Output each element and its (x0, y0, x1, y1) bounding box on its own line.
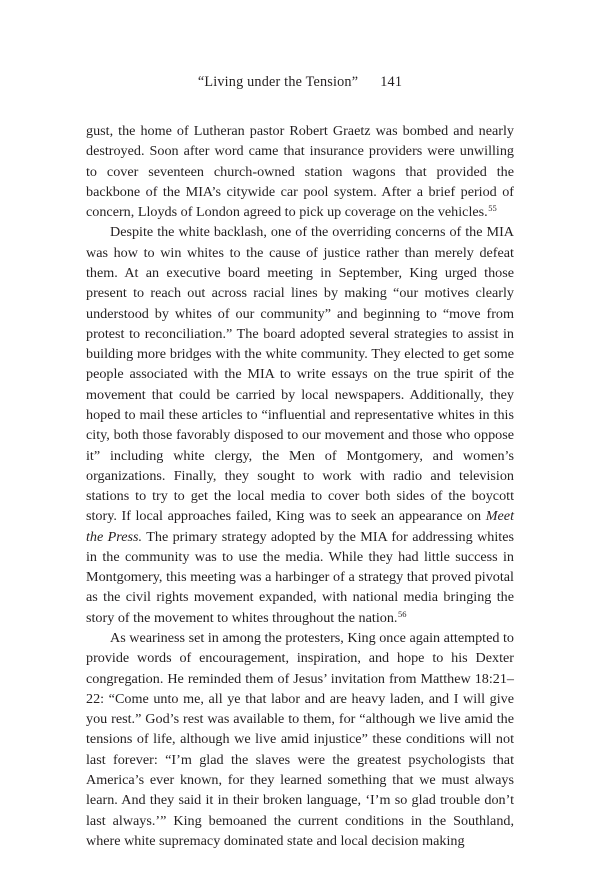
running-head (86, 72, 514, 92)
paragraph-1-text: gust, the home of Lutheran pastor Robert Graetz was bombed and nearly destroyed. Soon after word came that insurance providers were unwilling to cover seventeen church-owned station wagons that provided the backbone of the MIA’s citywide car pool system. After a brief period of concern, Lloyds of London agreed to pick up coverage on the vehicles. (86, 123, 514, 221)
body-text (86, 121, 514, 851)
paragraph-2-text-after: The primary strategy adopted by the MIA for addressing whites in the community was to use the media. While they had little success in Montgomery, this meeting was a harbinger of a strategy that proved pivotal as the civil rights movement expanded, with national media bringing the story of the movement to whites throughout the nation. (86, 528, 514, 626)
paragraph-2 (86, 222, 514, 628)
paragraph-1 (86, 121, 514, 222)
page-number: 141 (380, 74, 403, 90)
endnote-marker-55: 55 (488, 203, 497, 214)
paragraph-3 (86, 628, 514, 851)
paragraph-2-text-before: Despite the white backlash, one of the overriding concerns of the MIA was how to win whites to the cause of justice rather than merely defeat them. At an executive board meeting in September, King urged those present to reach out across racial lines by making “our motives clearly understood by whites of our community” and beginning to “move from protest to reconciliation.” The board adopted several strategies to assist in building more bridges with the white community. They elected to get some people associated with the MIA to write essays on the true spirit of the movement that could be carried by local newspapers. Additionally, they hoped to mail these articles to “influential and representative whites in this city, both those favorably disposed to our movement and those who oppose it” including white clergy, the Men of Montgomery, and women’s organizations. Finally, they sought to work with radio and television stations to try to get the local media to cover both sides of the boycott story. If local approaches failed, King was to seek an appearance on (86, 224, 514, 525)
program-title-italic: Meet the Press. (86, 508, 514, 545)
running-title: “Living under the Tension” (197, 74, 359, 90)
paragraph-3-text: As weariness set in among the protesters, King once again attempted to provide words of encouragement, inspiration, and hope to his Dexter congregation. He reminded them of Jesus’ invitation from Matthew 18:21–22: “Come unto me, all ye that labor and are heavy laden, and I will give you rest.” God’s rest was available to them, for “although we live amid the tensions of life, although we live amid injustice” these conditions will not last forever: “I’m glad the slaves were the greatest psychologists that America’s ever known, for they learned something that we must always learn. And they said it in their broken language, ‘I’m so glad trouble don’t last always.’” King bemoaned the current conditions in the Southland, where white supremacy dominated state and local decision making (86, 630, 514, 849)
endnote-marker-56: 56 (397, 608, 407, 619)
